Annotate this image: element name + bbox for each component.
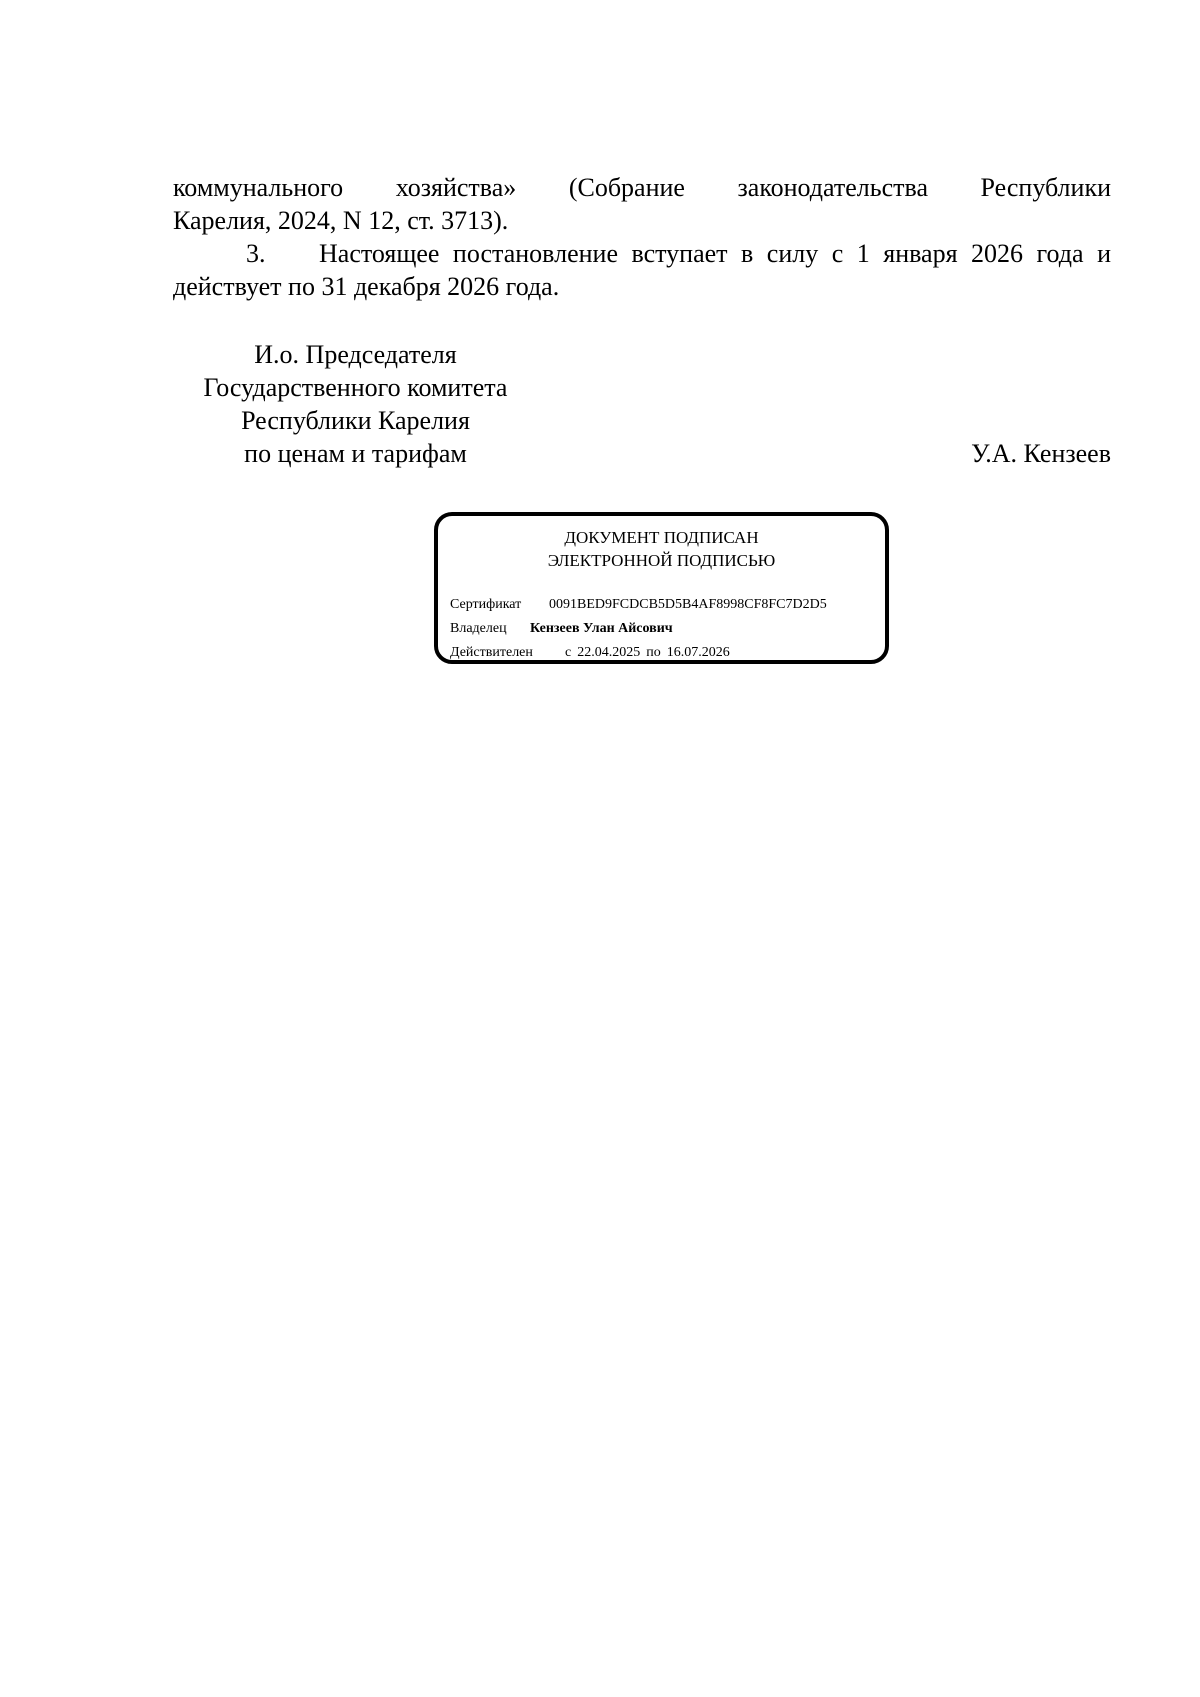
- electronic-signature-stamp: [434, 512, 889, 664]
- valid-from-date: 22.04.2025: [577, 645, 641, 660]
- owner-label: Владелец: [450, 621, 507, 636]
- item-number: 3.: [246, 239, 266, 268]
- text-line: коммунального хозяйства» (Собрание законодательства Республики: [173, 173, 1111, 202]
- list-item-3: [173, 237, 1111, 303]
- paragraph-continuation: [173, 171, 1111, 237]
- stamp-validity-row: [450, 644, 730, 662]
- stamp-header-line: ДОКУМЕНТ ПОДПИСАН: [564, 528, 759, 547]
- stamp-header: [438, 526, 885, 572]
- text-line: [173, 237, 1111, 270]
- valid-to-prefix: по: [646, 645, 661, 660]
- signatory-title-line: И.о. Председателя: [254, 340, 457, 369]
- stamp-header-line: ЭЛЕКТРОННОЙ ПОДПИСЬЮ: [547, 551, 776, 570]
- validity-label: Действителен: [450, 645, 533, 660]
- text-line: действует по 31 декабря 2026 года.: [173, 272, 560, 301]
- item-text: Настоящее постановление вступает в силу с 1 января 2026 года и: [319, 239, 1111, 268]
- signatory-name: У.А. Кензеев: [971, 439, 1111, 468]
- signatory-title-line: Государственного комитета: [203, 373, 508, 402]
- text-line: Карелия, 2024, N 12, ст. 3713).: [173, 206, 509, 235]
- owner-value: Кензеев Улан Айсович: [530, 621, 673, 636]
- signatory-title-line: Республики Карелия: [241, 406, 470, 435]
- signatory-title: [173, 338, 538, 470]
- stamp-certificate-row: [450, 596, 827, 614]
- certificate-value: 0091BED9FCDCB5D5B4AF8998CF8FC7D2D5: [549, 597, 827, 612]
- valid-to-date: 16.07.2026: [666, 645, 730, 660]
- stamp-owner-row: [450, 620, 673, 638]
- signatory-title-line: по ценам и тарифам: [244, 439, 467, 468]
- valid-from-prefix: с: [565, 645, 572, 660]
- document-body: [173, 171, 1111, 303]
- certificate-label: Сертификат: [450, 597, 522, 612]
